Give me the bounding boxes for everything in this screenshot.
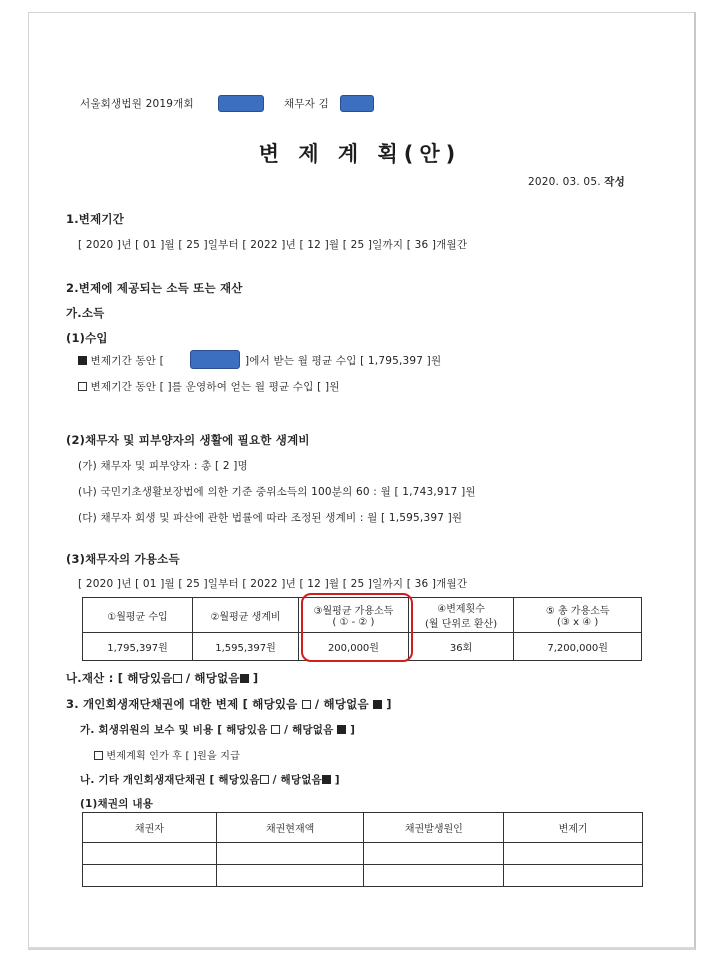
table-header-cell: ②월평균 생계비 (192, 598, 298, 633)
section-2-heading: 2.변제에 제공되는 소득 또는 재산 (66, 281, 243, 295)
table-header-cell: ④변제횟수 (월 단위로 환산) (408, 598, 513, 633)
living-cost-heading: (2)채무자 및 피부양자의 생활에 필요한 생계비 (66, 433, 310, 447)
trustee-fee-line: 가. 회생위원의 보수 및 비용 [ 해당있음 / 해당없음 ] (80, 724, 356, 736)
table-cell (216, 865, 364, 887)
table-row (83, 865, 643, 887)
redaction-box (190, 350, 240, 369)
page-bottom-edge (28, 947, 695, 949)
table-header-cell: 변제기 (504, 813, 643, 843)
checked-box-icon (373, 700, 382, 709)
document-title: 변 제 계 획(안) (258, 142, 462, 166)
section-1-heading: 1.변제기간 (66, 212, 125, 226)
table-header-cell: ③월평균 가용소득 ( ① - ② ) (299, 598, 409, 633)
repayment-period-line: [ 2020 ]년 [ 01 ]월 [ 25 ]일부터 [ 2022 ]년 [ 12 ]월 [ 25 ]일까지 [ 36 ]개월간 (78, 239, 468, 251)
trustee-fee-detail: 변제계획 인가 후 [ ]원을 지급 (94, 747, 240, 762)
document-date-suffix: 작성 (604, 176, 625, 188)
table-cell (216, 843, 364, 865)
table-cell (364, 843, 504, 865)
table-cell (83, 865, 217, 887)
redaction-box (340, 95, 374, 112)
living-cost-c: (다) 채무자 회생 및 파산에 관한 법률에 따라 조정된 생계비 : 월 [ 1,595,397 ]원 (78, 512, 463, 524)
table-cell: 1,595,397원 (192, 633, 298, 661)
checked-box-icon (337, 725, 346, 734)
table-header-cell: 채권현재액 (216, 813, 364, 843)
unchecked-box-icon (173, 674, 182, 683)
table-cell (364, 865, 504, 887)
table-cell: 1,795,397원 (83, 633, 193, 661)
income-line-2: 변제기간 동안 [ ]를 운영하여 얻는 월 평균 수입 [ ]원 (78, 379, 340, 394)
checked-box-icon (322, 775, 331, 784)
checked-box-icon (240, 674, 249, 683)
income-line-1-tail: ]에서 받는 월 평균 수입 [ 1,795,397 ]원 (245, 355, 442, 367)
claims-heading: (1)채권의 내용 (80, 798, 154, 810)
living-cost-b: (나) 국민기초생활보장법에 의한 기준 중위소득의 100분의 60 : 월 [ 1,743,917 ]원 (78, 486, 476, 498)
living-cost-a: (가) 채무자 및 피부양자 : 총 [ 2 ]명 (78, 460, 248, 472)
redaction-box (218, 95, 264, 112)
table-cell (83, 843, 217, 865)
unchecked-box-icon (302, 700, 311, 709)
unchecked-box-icon (271, 725, 280, 734)
table-header-cell: ⑤ 총 가용소득 (③ x ④ ) (514, 598, 642, 633)
disposable-period-line: [ 2020 ]년 [ 01 ]월 [ 25 ]일부터 [ 2022 ]년 [ 12 ]월 [ 25 ]일까지 [ 36 ]개월간 (78, 578, 468, 590)
unchecked-box-icon (260, 775, 269, 784)
section-3-heading: 3. 개인회생재단채권에 대한 변제 [ 해당있음 / 해당없음 ] (66, 697, 392, 711)
disposable-income-heading: (3)채무자의 가용소득 (66, 552, 180, 566)
unchecked-box-icon (94, 751, 103, 760)
court-case-label: 서울회생법원 2019개회 (80, 98, 194, 110)
table-row (83, 843, 643, 865)
table-cell: 36회 (408, 633, 513, 661)
table-header-cell: 채권발생원인 (364, 813, 504, 843)
claims-table (82, 812, 643, 887)
income-item-heading: (1)수입 (66, 331, 108, 345)
highlight-circle (301, 593, 413, 662)
income-line-1: 변제기간 동안 [ (78, 353, 164, 368)
table-header-row (83, 813, 643, 843)
table-header-cell: ①월평균 수입 (83, 598, 193, 633)
unchecked-box-icon (78, 382, 87, 391)
income-subheading: 가.소득 (66, 306, 105, 320)
other-claims-line: 나. 기타 개인회생재단채권 [ 해당있음 / 해당없음 ] (80, 774, 340, 786)
table-header-cell: 채권자 (83, 813, 217, 843)
property-line: 나.재산 : [ 해당있음 / 해당없음 ] (66, 671, 259, 685)
table-cell: 200,000원 (299, 633, 409, 661)
checked-box-icon (78, 356, 87, 365)
table-cell (504, 843, 643, 865)
table-cell (504, 865, 643, 887)
debtor-label: 채무자 김 (284, 98, 329, 110)
table-cell: 7,200,000원 (514, 633, 642, 661)
document-date: 2020. 03. 05. (528, 176, 601, 188)
